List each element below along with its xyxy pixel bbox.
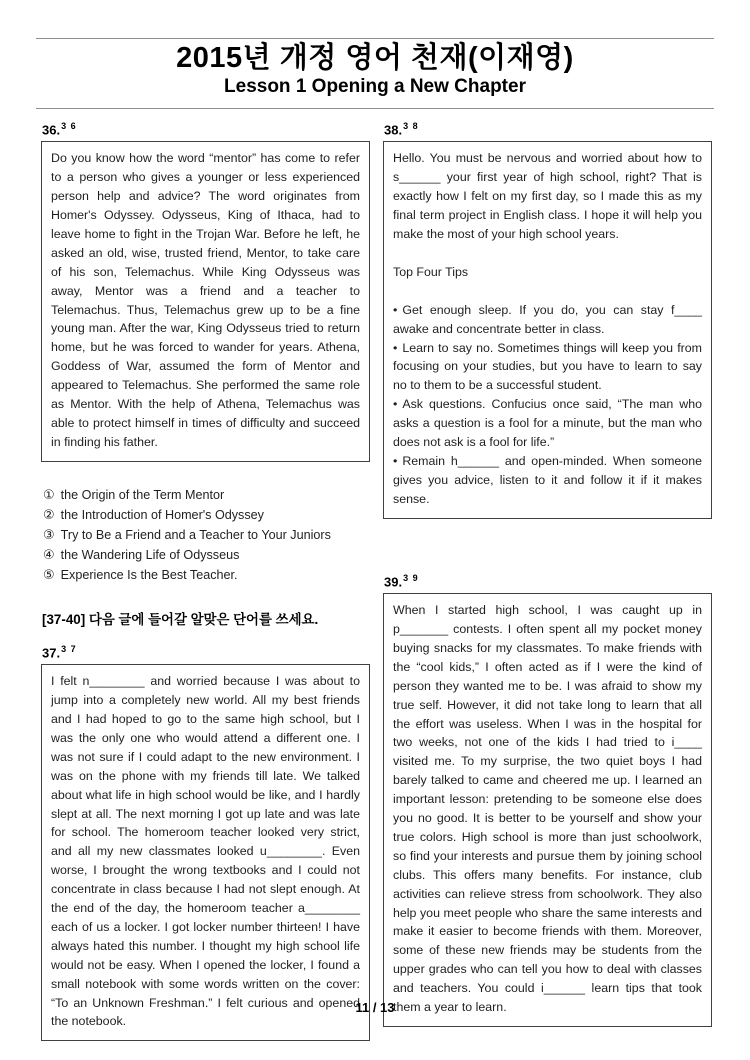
option-text-1: the Origin of the Term Mentor <box>60 487 225 502</box>
bullet-icon: • <box>393 302 398 317</box>
header-rule-bottom <box>36 108 714 109</box>
tips-title: Top Four Tips <box>393 264 469 279</box>
option-marker-4: ④ <box>43 546 55 562</box>
option-text-3: Try to Be a Friend and a Teacher to Your Juniors <box>60 527 331 542</box>
bullet-icon: • <box>393 397 398 412</box>
question-39-number: 39. <box>384 574 403 590</box>
question-36-superscript: 3 6 <box>61 121 77 131</box>
question-37-number: 37. <box>42 645 61 661</box>
passage-box-38 <box>383 141 712 518</box>
option-marker-3: ③ <box>43 526 55 542</box>
option-item-5 <box>43 565 370 585</box>
tip-text-1: Get enough sleep. If you do, you can stay f____ awake and concentrate better in class. <box>393 302 702 336</box>
option-text-5: Experience Is the Best Teacher. <box>60 567 238 582</box>
column-right <box>383 116 712 1027</box>
bullet-icon: • <box>393 340 398 355</box>
option-item-1 <box>43 485 370 505</box>
tip-text-2: Learn to say no. Sometimes things will keep you from focusing on your studies, but you have to learn to say no to them to be a successful student. <box>393 340 702 393</box>
tip-text-3: Ask questions. Confucius once said, “The man who asks a question is a fool for a minute, but the man who does not ask is a fool for life.” <box>393 397 702 450</box>
tip-item-2 <box>393 339 702 396</box>
page-number: 11 / 13 <box>355 1000 395 1015</box>
passage-39-text: When I started high school, I was caught up in p_______ contests. I often spent all my pocket money buying snacks for my classmates. To make friends with the “cool kids,” I often acted as if I were the kind of person they wanted me to be. I was afraid to show my true self. However, it did not take long to learn that all the effort was useless. When I was in the hospital for two weeks, not one of the kids I had tried to i____ visited me. To my surprise, the two quiet boys I had barely talked to came and cheered me up. I learned an important lesson: pretending to be someone else does you no good. It is better to be yourself and show your true colors. High school is more than just schoolwork, so find your interests and pursue them by joining school clubs. This offers many benefits. For instance, club activities can relieve stress from schoolwork. They also help you meet people who share the same interests and make it easier to become friends with them. Moreover, some of these new friends may be students from the upper grades who can tell you how to deal with classes and teachers. You could i______ learn tips that took them a year to learn. <box>393 603 702 1015</box>
option-item-2 <box>43 505 370 525</box>
question-36-number: 36. <box>42 122 61 138</box>
answer-options-list <box>43 485 370 585</box>
question-37-label <box>42 641 370 661</box>
instruction-37-40: [37-40] 다음 글에 들어갈 알맞은 단어를 쓰세요. <box>42 611 319 627</box>
option-item-3 <box>43 525 370 545</box>
tip-item-3 <box>393 395 702 452</box>
question-37-superscript: 3 7 <box>61 643 77 654</box>
page-header <box>0 41 750 99</box>
page-subtitle: Lesson 1 Opening a New Chapter <box>224 76 526 97</box>
question-39-superscript: 3 9 <box>403 572 419 583</box>
question-39-label <box>384 570 712 590</box>
question-38-label <box>384 118 712 138</box>
column-left <box>41 116 370 1041</box>
header-rule-top <box>36 38 714 39</box>
two-column-layout <box>41 116 712 1041</box>
passage-box-36 <box>41 141 370 462</box>
option-marker-5: ⑤ <box>43 566 55 582</box>
passage-38-intro: Hello. You must be nervous and worried about how to s______ your first year of high school, right? That is exactly how I felt on my first day, so I made this as my final term project in English class. I hope it will help you make the most of your high school years. <box>393 151 702 241</box>
option-marker-1: ① <box>43 486 55 502</box>
question-38-number: 38. <box>384 122 403 138</box>
question-36-label <box>42 118 370 138</box>
question-38-superscript: 3 8 <box>403 121 419 131</box>
option-text-2: the Introduction of Homer's Odyssey <box>60 507 264 522</box>
bullet-icon: • <box>393 454 398 469</box>
tip-item-1 <box>393 301 702 339</box>
tip-item-4 <box>393 452 702 509</box>
option-item-4 <box>43 545 370 565</box>
page-title: 2015년 개정 영어 천재(이재영) <box>176 42 574 74</box>
passage-box-37 <box>41 664 370 1041</box>
passage-37-text: I felt n________ and worried because I was about to jump into a completely new world. All my best friends and I had hoped to go to the same high school, but I was the only one who would attend a different one. I was not sure if I could adapt to the new environment. I was on the phone with my friends till late. We talked about what life in high school would be like, and I hardly slept at all. The next morning I got up late and was late for school. The homeroom teacher looked very strict, and all my new classmates looked u________. Even worse, I brought the wrong textbooks and I could not concentrate in class because I had not slept enough. At the end of the day, the homeroom teacher a________ each of us a locker. I got locker number thirteen! I have always hated this number. I thought my high school life would not be easy. When I opened the locker, I found a small notebook with some words written on the cover: “To an Unknown Freshman.” I felt curious and opened the notebook. <box>51 674 360 1029</box>
option-marker-2: ② <box>43 506 55 522</box>
passage-box-39 <box>383 593 712 1027</box>
tip-text-4: Remain h______ and open-minded. When someone gives you advice, listen to it and follow it if it makes sense. <box>393 454 702 506</box>
passage-36-text: Do you know how the word “mentor” has come to refer to a person who gives a younger or less experienced person help and advice? The word originates from Homer's Odyssey. Odysseus, King of Ithaca, had to leave home to fight in the Trojan War. Before he left, he asked an old, wise, trusted friend, Mentor, to take care of his son, Telemachus. While King Odysseus was away, Mentor was a friend and a teacher to Telemachus. Thus, Telemachus grew up to be a fine young man. After the war, King Odysseus tried to return home, but he was forced to wander for years. Athena, Goddess of War, assumed the form of Mentor and appeared to Telemachus. She performed the same role as Mentor. With the help of Athena, Telemachus was able to protect himself in times of difficulty and succeed in finding his father. <box>51 151 360 449</box>
option-text-4: the Wandering Life of Odysseus <box>60 547 240 562</box>
